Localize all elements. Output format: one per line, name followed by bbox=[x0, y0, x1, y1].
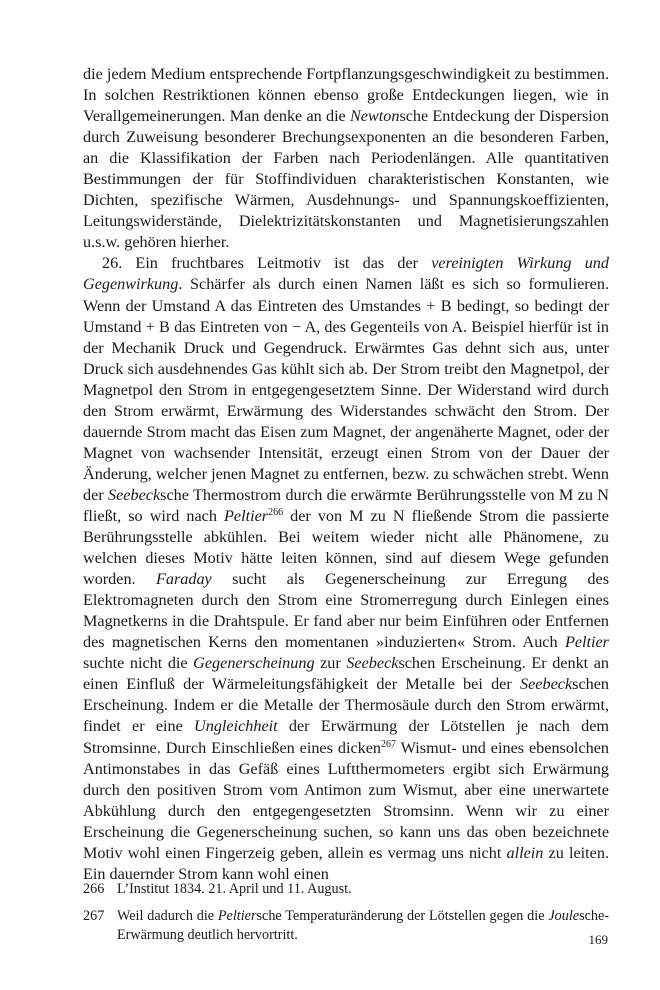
footnote-ref-266[interactable]: 266 bbox=[268, 506, 284, 518]
emph-wirkung: vereinigten Wirkung und Gegenwirkung bbox=[83, 254, 609, 294]
footnote-267 bbox=[83, 907, 609, 945]
footnote-number: 266 bbox=[83, 881, 105, 897]
emph-ungleichheit: Ungleichheit bbox=[194, 717, 278, 736]
p1-part-1: die jedem Medium entsprechende Fortpflanzungsgeschwindigkeit zu bestimmen. In solchen Restriktionen können ebenso große Entdeckungen liegen, wie in Verallgemeinerungen. Man denke an die bbox=[83, 65, 609, 126]
footnote-text: Weil dadurch die Peltiersche Temperaturänderung der Lötstellen gegen die Joulesche-Erwärmung deutlich hervortritt. bbox=[117, 908, 609, 943]
footnote-text: L’Institut 1834. 21. April und 11. August. bbox=[117, 881, 352, 897]
emph-faraday: Faraday bbox=[155, 570, 212, 589]
emph-seebeck-3: Seebeck bbox=[520, 675, 573, 694]
paragraph-2: 26. Ein fruchtbares Leitmotiv ist das der vereinigten Wirkung und Gegenwirkung. Schärfer als durch einen Namen läßt es sich so formulieren. Wenn der Umstand A das Eintreten des Umstandes + B bedingt, so bedingt der Umstand + B das Eintreten von − A, des Gegenteils von A. Beispiel hierfür ist in der Mechanik Druck und Gegendruck. Erwärmtes Gas dehnt sich aus, unter Druck sich ausdehnendes Gas kühlt sich ab. Der Strom treibt den Magnetpol, der Magnetpol den Strom in entgegengesetztem Sinne. Der Widerstand wird durch den Strom erwärmt, Erwärmung des Widerstandes schwächt den Strom. Der dauernde Strom macht das Eisen zum Magnet, der angenäherte Magnet, oder der Magnet von wachsender Intensität, erzeugt einen Strom von der Dauer der Änderung, welcher jenen Magnet zu entfernen, bezw. zu schwächen strebt. Wenn der Seebecksche Thermostrom durch die erwärmte Berührungsstelle von M zu N fließt, so wird nach Peltier$^{266}$ der von M zu N fließende Strom die passierte Berührungsstelle abkühlen. Bei weitem wieder nicht alle Phänomene, zu welchen dieses Motiv hätte leiten können, sind auf diesem Wege gefunden worden. Faraday sucht als Gegenerscheinung zur Erregung des Elektromagneten durch den Strom eine Stromerregung durch Einlegen eines Magnetkerns in die Drahtspule. Er fand aber nur beim Einführen oder Entfernen des magnetischen Kerns den momentanen »induzierten« Strom. Auch Peltier suchte nicht die Gegenerscheinung zur Seebeckschen Erscheinung. Er denkt an einen Einfluß der Wärmeleitungsfähigkeit der Metalle bei der Seebeckschen Erscheinung. Indem er die Metalle der Thermosäule durch den Strom erwärmt, findet er eine Ungleichheit der Erwärmung der Lötstellen je nach dem Stromsinne. Durch Einschließen eines dicken$^{267}$ Wismut- und eines ebensolchen Antimonstabes in das Gefäß eines Luftthermometers ergibt sich Erwärmung durch den positiven Strom vom Antimon zum Wismut, aber eine unerwartete Abkühlung durch den entgegengesetzten Stromsinn. Wenn wir zu einer Erscheinung die Gegenerscheinung suchen, so kann uns das oben bezeichnete Motiv wohl einen Fingerzeig geben, allein es vermag uns nicht allein zu leiten. Ein dauernder Strom kann wohl einen bbox=[83, 254, 610, 883]
body-text bbox=[83, 64, 610, 883]
emph-peltier-1: Peltier bbox=[224, 506, 269, 525]
footnote-ref-267[interactable]: 267 bbox=[381, 738, 396, 750]
footnotes bbox=[83, 880, 609, 945]
emph-allein: allein bbox=[506, 843, 544, 862]
emph-peltier-2: Peltier bbox=[564, 633, 609, 652]
footnote-266 bbox=[83, 880, 609, 899]
page-content bbox=[83, 64, 609, 953]
emph-joule: Joule bbox=[548, 908, 580, 924]
emph-seebeck-1: Seebeck bbox=[108, 485, 161, 504]
footnote-number: 267 bbox=[83, 908, 105, 924]
paragraph-1: die jedem Medium entsprechende Fortpflanzungsgeschwindigkeit zu bestimmen. In solchen Restriktionen können ebenso große Entdeckungen liegen, wie in Verallgemeinerungen. Man denke an die Newtonsche Entdeckung der Dispersion durch Zuweisung besonderer Brechungsexponenten an die besonderen Farben, an die Klassifikation der Farben nach Periodenlängen. Alle quantitativen Bestimmungen der für Stoffindividuen charakteristischen Konstanten, wie Dichten, spezifische Wärmen, Ausdehnungs- und Spannungskoeffizienten, Leitungswiderstände, Dielektrizitätskonstanten und Magnetisierungszahlen u.s.w. gehören hierher. bbox=[83, 65, 609, 252]
emph-newton: Newton bbox=[349, 107, 400, 126]
emph-peltier-fn: Peltier bbox=[217, 908, 257, 924]
emph-seebeck-2: Seebeck bbox=[346, 654, 399, 673]
emph-gegenerscheinung: Gegenerscheinung bbox=[193, 654, 315, 673]
page-number: 169 bbox=[588, 932, 608, 947]
